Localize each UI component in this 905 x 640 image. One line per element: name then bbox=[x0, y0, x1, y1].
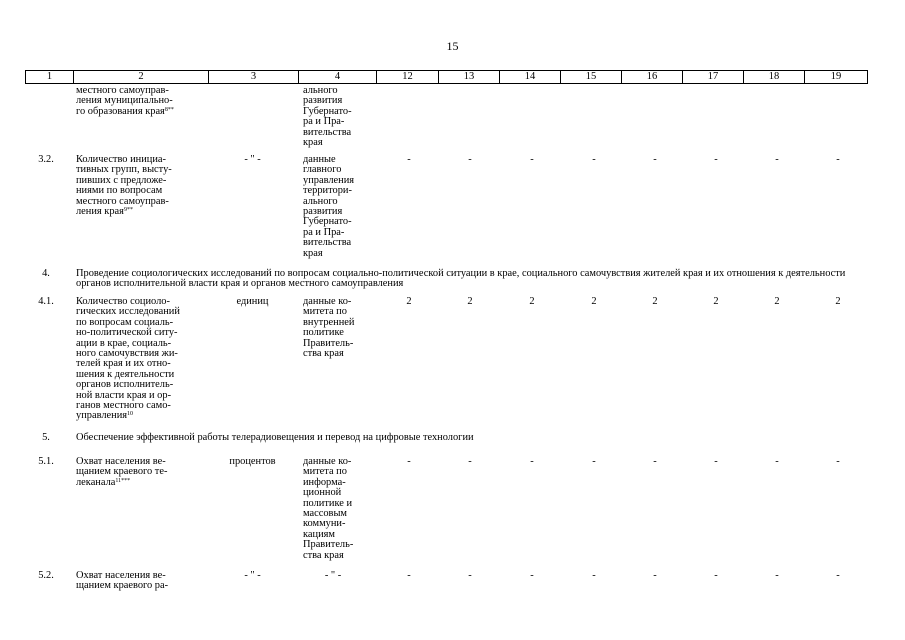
value-cell: - bbox=[836, 456, 840, 467]
row-number: 3.2. bbox=[38, 154, 54, 165]
value-cell: - bbox=[653, 456, 657, 467]
header-col-19: 19 bbox=[804, 71, 867, 83]
header-col-16: 16 bbox=[621, 71, 682, 83]
row-source: данные ко- митета по внутренней политике Правитель- ства края bbox=[303, 296, 355, 360]
value-cell: - bbox=[714, 570, 718, 581]
value-cell: - bbox=[592, 570, 596, 581]
value-cell: - bbox=[468, 154, 472, 165]
value-cell: - bbox=[714, 456, 718, 467]
value-cell: 2 bbox=[652, 296, 658, 307]
section-title: Обеспечение эффективной работы телерадиовещения и перевод на цифровые технологии bbox=[76, 432, 474, 443]
value-cell: - bbox=[468, 456, 472, 467]
row-source: данные главного управления территори- ального развития Губернато- ра и Пра- вительства края bbox=[303, 154, 355, 259]
value-cell: - bbox=[836, 570, 840, 581]
row-name: Охват населения ве- щанием краевого ра- bbox=[76, 570, 169, 592]
header-col-18: 18 bbox=[743, 71, 804, 83]
row-unit: - " - bbox=[244, 570, 261, 581]
value-cell: - bbox=[775, 456, 779, 467]
value-cell: - bbox=[530, 456, 534, 467]
value-cell: 2 bbox=[529, 296, 535, 307]
header-col-13: 13 bbox=[438, 71, 499, 83]
header-col-14: 14 bbox=[499, 71, 560, 83]
row-number: 5.2. bbox=[38, 570, 54, 581]
value-cell: - bbox=[592, 154, 596, 165]
value-cell: - bbox=[775, 570, 779, 581]
row-name: Количество инициа- тивных групп, высту- пивших с предложе- ниями по вопросам местного самоуправ- ления края$^{9**}$ bbox=[76, 154, 172, 218]
header-col-4: 4 bbox=[298, 71, 376, 83]
value-cell: - bbox=[530, 154, 534, 165]
row-number: 4.1. bbox=[38, 296, 54, 307]
header-col-17: 17 bbox=[682, 71, 743, 83]
row-unit: - " - bbox=[244, 154, 261, 165]
value-cell: 2 bbox=[774, 296, 780, 307]
header-col-3: 3 bbox=[208, 71, 298, 83]
value-cell: - bbox=[530, 570, 534, 581]
value-cell: - bbox=[714, 154, 718, 165]
value-cell: - bbox=[592, 456, 596, 467]
header-col-2: 2 bbox=[73, 71, 208, 83]
row-name: Количество социоло- гических исследований по вопросам социаль- но-политической ситу- ации в крае, социаль- ного самочувствия жи- телей края и их отно- шения к деятельности органов исполнитель- ной власти края и ор- ганов местного само- управления$^{10}$ bbox=[76, 296, 180, 422]
row-unit: единиц bbox=[236, 296, 269, 307]
page-number: 15 bbox=[446, 39, 459, 53]
header-col-12: 12 bbox=[376, 71, 438, 83]
value-cell: - bbox=[653, 570, 657, 581]
value-cell: 2 bbox=[467, 296, 473, 307]
row-name: местного самоуправ- ления муниципально- го образования края$^{8**}$ bbox=[76, 85, 174, 117]
value-cell: - bbox=[775, 154, 779, 165]
row-unit: процентов bbox=[229, 456, 276, 467]
row-source: - " - bbox=[324, 570, 342, 581]
section-number: 4. bbox=[42, 268, 50, 279]
section-number: 5. bbox=[42, 432, 50, 443]
value-cell: 2 bbox=[591, 296, 597, 307]
section-title: Проведение социологических исследований по вопросам социально-политической ситуации в крае, социального самочувствия жителей края и их отношения к деятельности органов исполнительной власти края и органов местного самоуправления bbox=[76, 268, 846, 290]
header-col-15: 15 bbox=[560, 71, 621, 83]
value-cell: 2 bbox=[835, 296, 841, 307]
row-number: 5.1. bbox=[38, 456, 54, 467]
value-cell: - bbox=[468, 570, 472, 581]
value-cell: - bbox=[407, 570, 411, 581]
value-cell: 2 bbox=[406, 296, 412, 307]
value-cell: - bbox=[836, 154, 840, 165]
value-cell: 2 bbox=[713, 296, 719, 307]
value-cell: - bbox=[407, 154, 411, 165]
value-cell: - bbox=[407, 456, 411, 467]
row-source: данные ко- митета по информа- ционной политике и массовым коммуни- кациям Правитель- ства края bbox=[303, 456, 354, 561]
row-name: Охват населения ве- щанием краевого те- леканала$^{11***}$ bbox=[76, 456, 168, 488]
row-source: ального развития Губернато- ра и Пра- вительства края bbox=[303, 85, 352, 149]
table-header bbox=[25, 70, 868, 84]
value-cell: - bbox=[653, 154, 657, 165]
header-col-1: 1 bbox=[46, 71, 53, 82]
